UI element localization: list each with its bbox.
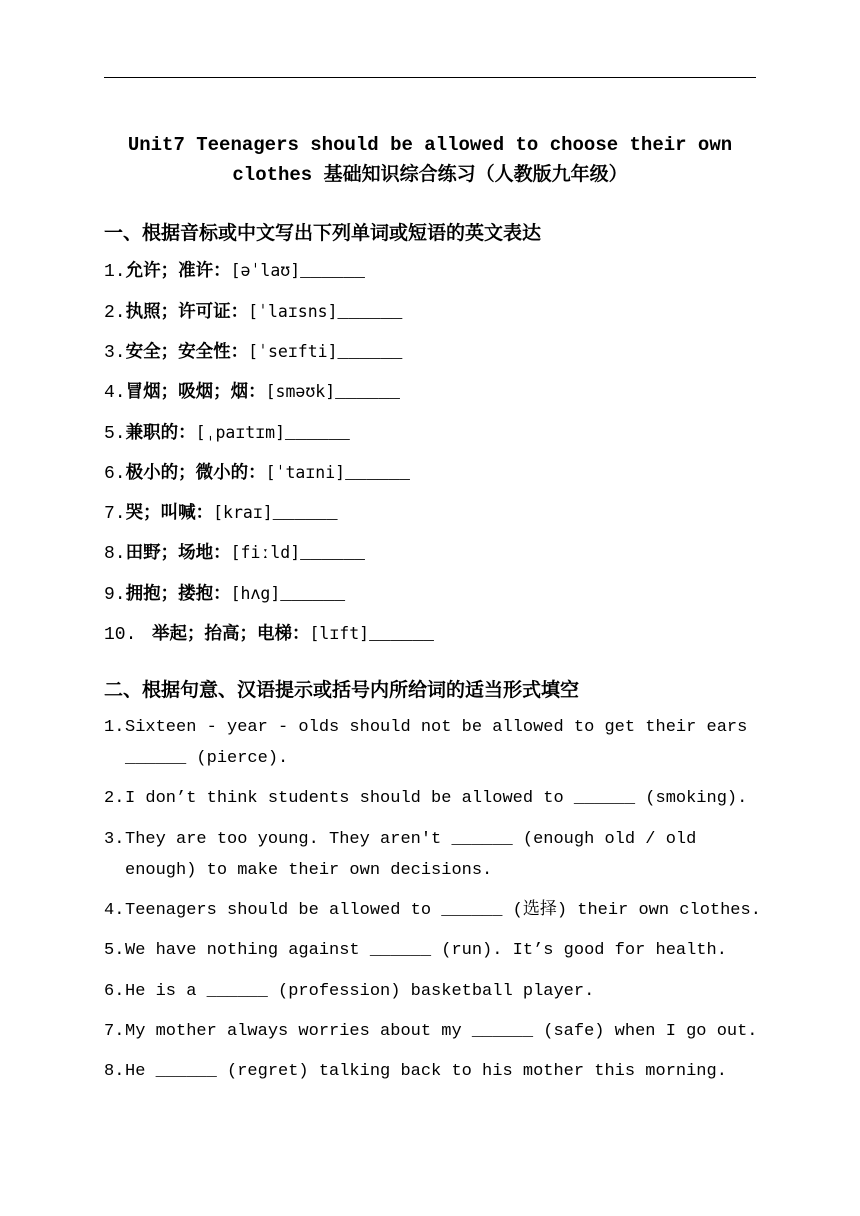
item-phonetic: [ˈtaɪni] — [265, 463, 346, 482]
item-number: 5. — [104, 941, 125, 960]
vocab-item — [104, 499, 338, 525]
vocab-item — [104, 620, 434, 646]
item-number: 2. — [104, 303, 126, 323]
answer-blank[interactable]: ______ — [337, 343, 403, 363]
exercise-text: He ______ (regret) talking back to his mother this morning. — [125, 1062, 727, 1081]
exercise-item — [104, 976, 764, 1007]
answer-blank[interactable]: ______ — [280, 585, 346, 605]
item-number: 4. — [104, 383, 126, 403]
exercise-item — [104, 783, 764, 814]
document-title: Unit7 Teenagers should be allowed to choose their own clothes 基础知识综合练习（人教版九年级） — [127, 134, 733, 186]
item-chinese: 极小的；微小的： — [125, 463, 266, 483]
section-1-heading: 一、根据音标或中文写出下列单词或短语的英文表达 — [104, 222, 542, 244]
item-number: 8. — [104, 1062, 125, 1081]
answer-blank[interactable]: ______ — [300, 544, 365, 564]
item-chinese: 执照；许可证： — [125, 302, 249, 322]
item-chinese: 兼职的： — [125, 423, 196, 443]
answer-blank[interactable]: ______ — [369, 625, 434, 645]
item-phonetic: [kraɪ] — [213, 503, 273, 522]
item-chinese: 安全；安全性： — [125, 342, 249, 362]
item-phonetic: [fiːld] — [230, 543, 301, 562]
answer-blank[interactable]: ______ — [345, 464, 410, 484]
vocab-item — [104, 378, 400, 404]
item-chinese: 哭；叫喊： — [125, 503, 214, 523]
item-number: 3. — [104, 830, 125, 849]
vocab-item — [104, 459, 410, 485]
item-phonetic: [ˈlaɪsns] — [248, 302, 338, 321]
exercise-item — [104, 935, 764, 966]
item-number: 2. — [104, 789, 125, 808]
item-chinese: 冒烟；吸烟；烟： — [125, 382, 266, 402]
exercise-item — [104, 1056, 764, 1087]
section-2-heading: 二、根据句意、汉语提示或括号内所给词的适当形式填空 — [104, 679, 580, 701]
item-phonetic: [lɪft] — [309, 624, 370, 643]
item-number: 6. — [104, 464, 126, 484]
item-chinese: 拥抱；搂抱： — [125, 584, 231, 604]
vocab-item — [104, 539, 365, 565]
item-number: 1. — [104, 718, 125, 737]
item-number: 7. — [104, 504, 126, 524]
item-chinese: 允许；准许： — [125, 261, 231, 281]
exercise-item — [104, 895, 764, 926]
item-phonetic: [sməʊk] — [265, 382, 336, 401]
item-chinese: 田野；场地： — [125, 543, 231, 563]
item-chinese: 举起；抬高；电梯： — [152, 624, 310, 644]
answer-blank[interactable]: ______ — [300, 262, 365, 282]
item-number: 6. — [104, 982, 125, 1001]
item-phonetic: [əˈlaʊ] — [230, 261, 301, 280]
item-number: 1. — [104, 262, 126, 282]
item-phonetic: [ˈseɪfti] — [248, 342, 338, 361]
vocab-item — [104, 298, 402, 324]
item-number: 4. — [104, 901, 125, 920]
exercise-text: We have nothing against ______ (run). It’s good for health. — [125, 941, 727, 960]
vocab-item — [104, 338, 402, 364]
exercise-item — [104, 1016, 764, 1047]
item-phonetic: [ˌpaɪtɪm] — [195, 423, 286, 442]
exercise-text: Teenagers should be allowed to ______ (选择) their own clothes. — [125, 901, 761, 920]
answer-blank[interactable]: ______ — [337, 303, 403, 323]
answer-blank[interactable]: ______ — [335, 383, 400, 403]
exercise-item — [104, 824, 707, 886]
exercise-text: My mother always worries about my ______ (safe) when I go out. — [125, 1022, 758, 1041]
vocab-item — [104, 257, 365, 283]
item-number: 5. — [104, 424, 126, 444]
exercise-text: He is a ______ (profession) basketball player. — [125, 982, 595, 1001]
vocab-item — [104, 580, 345, 606]
item-number: 9. — [104, 585, 126, 605]
item-number: 8. — [104, 544, 126, 564]
exercise-item — [104, 712, 764, 774]
item-number: 7. — [104, 1022, 125, 1041]
exercise-text: They are too young. They aren't ______ (enough old / old enough) to make their own decisions. — [125, 830, 707, 880]
item-number: 3. — [104, 343, 126, 363]
answer-blank[interactable]: ______ — [285, 424, 350, 444]
vocab-item — [104, 419, 350, 445]
answer-blank[interactable]: ______ — [272, 504, 338, 524]
item-number: 10. — [104, 625, 137, 645]
header-rule — [104, 77, 756, 78]
item-phonetic: [hʌg] — [230, 584, 281, 603]
exercise-text: Sixteen - year - olds should not be allowed to get their ears ______ (pierce). — [125, 718, 758, 768]
exercise-text: I don’t think students should be allowed to ______ (smoking). — [125, 789, 748, 808]
